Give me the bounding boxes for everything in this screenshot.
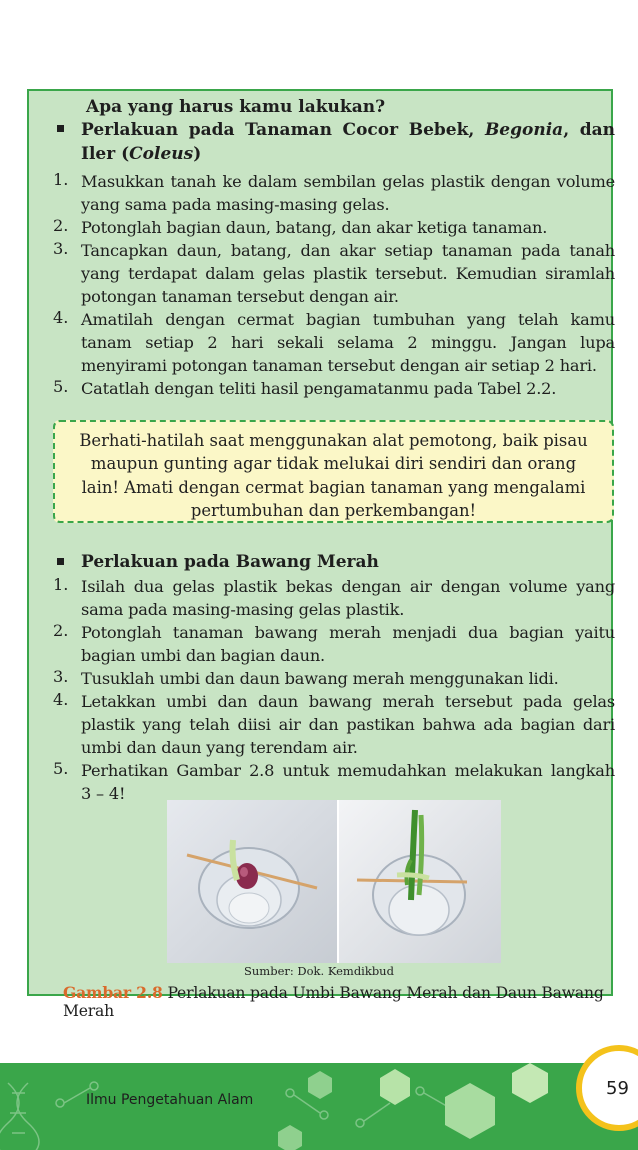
step-text: Potonglah tanaman bawang merah menjadi dua bagian yaitu bagian umbi dan bagian daun. [81,623,615,666]
step-number: 4. [53,690,69,709]
step-number: 5. [53,759,69,778]
safety-note-line: Berhati-hatilah saat menggunakan alat pemotong, baik pisau [79,431,588,450]
section-heading: Apa yang harus kamu lakukan? [86,97,386,117]
book-title: Ilmu Pengetahuan Alam [86,1092,254,1108]
step-text: Amatilah dengan cermat bagian tumbuhan yang telah kamu tanam setiap 2 hari sekali selama 2 minggu. Jangan lupa menyirami potongan tanaman tersebut dengan air setiap 2 hari. [81,310,615,376]
step-text: Masukkan tanah ke dalam sembilan gelas plastik dengan volume yang sama pada masing-masing gelas. [81,172,615,215]
onion-experiment-illustration [167,800,501,963]
step-number: 1. [53,170,69,189]
bullet-icon [57,125,64,132]
page-number: 59 [606,1078,629,1099]
safety-note-line: pertumbuhan dan perkembangan! [190,501,477,521]
step-text: Isilah dua gelas plastik bekas dengan air dengan volume yang sama pada masing-masing gelas plastik. [81,577,615,620]
step-text: Potonglah bagian daun, batang, dan akar ketiga tanaman. [81,218,548,237]
subtitle-plants: Perlakuan pada Tanaman Cocor Bebek, Begonia, dan [81,120,615,140]
bullet-icon [57,558,64,565]
step-number: 2. [53,621,69,640]
step-number: 3. [53,667,69,686]
step-number: 2. [53,216,69,235]
step-number: 3. [53,239,69,258]
step-text: Letakkan umbi dan daun bawang merah tersebut pada gelas plastik yang telah diisi air dan pastikan bahwa ada bagian dari umbi dan daun yang terendam air. [81,692,615,758]
safety-note-line: maupun gunting agar tidak melukai diri sendiri dan orang [90,454,577,474]
safety-note-line: lain! Amati dengan cermat bagian tanaman yang mengalami [81,477,586,497]
figure-caption: Gambar 2.8 Perlakuan pada Umbi Bawang Merah dan Daun Bawang Merah [63,983,604,1020]
step-text: Perhatikan Gambar 2.8 untuk memudahkan melakukan langkah 3 – 4! [81,761,615,804]
figure-photo [167,800,501,963]
step-text: Catatlah dengan teliti hasil pengamatanmu pada Tabel 2.2. [81,379,557,398]
subtitle-onion: Perlakuan pada Bawang Merah [81,552,379,572]
step-number: 4. [53,308,69,327]
step-text: Tancapkan daun, batang, dan akar setiap tanaman pada tanah yang terdapat dalam gelas plastik tersebut. Kemudian siramlah potongan tanaman tersebut dengan air. [81,241,615,307]
step-number: 1. [53,575,69,594]
figure-source: Sumber: Dok. Kemdikbud [244,964,394,978]
safety-note [53,420,614,523]
step-number: 5. [53,377,69,396]
step-text: Tusuklah umbi dan daun bawang merah menggunakan lidi. [81,669,559,688]
subtitle-plants-line2: Iler (Coleus) [81,144,202,164]
